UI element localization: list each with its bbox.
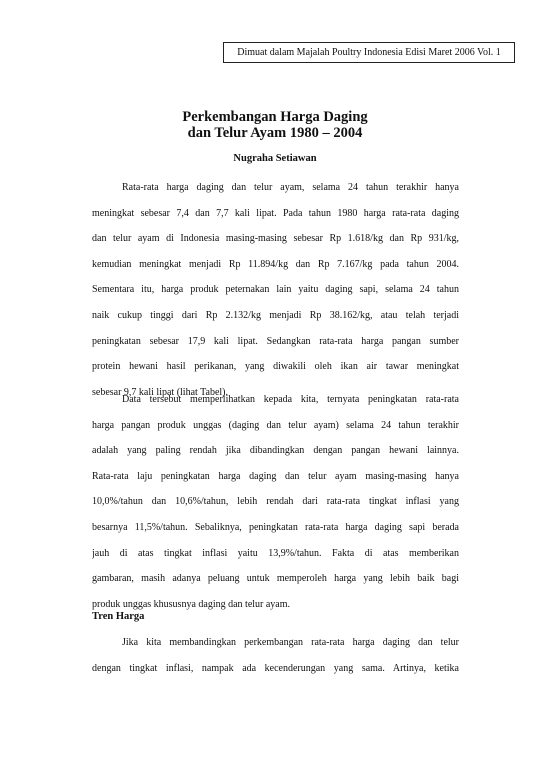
title-line-1: Perkembangan Harga Daging — [182, 109, 368, 125]
publication-note: Dimuat dalam Majalah Poultry Indonesia Edisi Maret 2006 Vol. 1 — [223, 42, 515, 63]
paragraph-line: sebesar 9,7 kali lipat (lihat Tabel). — [92, 386, 229, 398]
paragraph-2 — [92, 387, 459, 617]
paragraph-line: produk unggas khususnya daging dan telur ayam. — [92, 598, 291, 610]
author-name: Nugraha Setiawan — [233, 153, 317, 164]
article-title — [0, 109, 550, 141]
paragraph-line: 10,0%/tahun dan 10,6%/tahun, lebih rendah dari rata-rata tingkat inflasi yang — [92, 496, 459, 508]
paragraph-line: naik cukup tinggi dari Rp 2.132/kg menjadi Rp 38.162/kg, atau telah terjadi — [92, 309, 459, 321]
paragraph-line: jauh di atas tingkat inflasi yaitu 13,9%/tahun. Fakta di atas memberikan — [92, 547, 459, 559]
paragraph-line: dengan tingkat inflasi, nampak ada kecenderungan yang sama. Artinya, ketika — [92, 662, 459, 674]
paragraph-line: Sementara itu, harga produk peternakan lain yaitu daging sapi, selama 24 tahun — [92, 284, 459, 296]
paragraph-line: dan telur ayam di Indonesia masing-masing sebesar Rp 1.618/kg dan Rp 931/kg, — [92, 233, 459, 245]
paragraph-line: Rata-rata harga daging dan telur ayam, selama 24 tahun terakhir hanya — [122, 182, 459, 193]
paragraph-line: adalah yang paling rendah jika dibandingkan dengan pangan hewani lainnya. — [92, 445, 459, 457]
paragraph-line: protein hewani hasil perikanan, yang diwakili oleh ikan air tawar meningkat — [92, 361, 459, 373]
paragraph-line: gambaran, masih adanya peluang untuk memperoleh harga yang lebih baik bagi — [92, 573, 459, 585]
paragraph-1 — [92, 175, 459, 405]
title-line-2: dan Telur Ayam 1980 – 2004 — [187, 125, 363, 141]
paragraph-line: Rata-rata laju peningkatan harga daging dan telur ayam masing-masing hanya — [92, 470, 459, 482]
section-heading: Tren Harga — [92, 611, 145, 622]
paragraph-line: peningkatan sebesar 17,9 kali lipat. Sedangkan rata-rata harga pangan sumber — [92, 335, 459, 347]
paragraph-line: Jika kita membandingkan perkembangan rata-rata harga daging dan telur — [122, 637, 459, 648]
paragraph-line: meningkat sebesar 7,4 dan 7,7 kali lipat. Pada tahun 1980 harga rata-rata daging — [92, 207, 459, 219]
paragraph-3 — [92, 630, 459, 681]
paragraph-line: harga pangan produk unggas (daging dan telur ayam) selama 24 tahun terakhir — [92, 419, 459, 431]
paragraph-line: kemudian meningkat menjadi Rp 11.894/kg dan Rp 7.167/kg pada tahun 2004. — [92, 258, 459, 270]
paragraph-line: Data tersebut memperlihatkan kepada kita, ternyata peningkatan rata-rata — [122, 394, 459, 405]
paragraph-line: besarnya 11,5%/tahun. Sebaliknya, peningkatan rata-rata harga daging sapi berada — [92, 521, 459, 533]
